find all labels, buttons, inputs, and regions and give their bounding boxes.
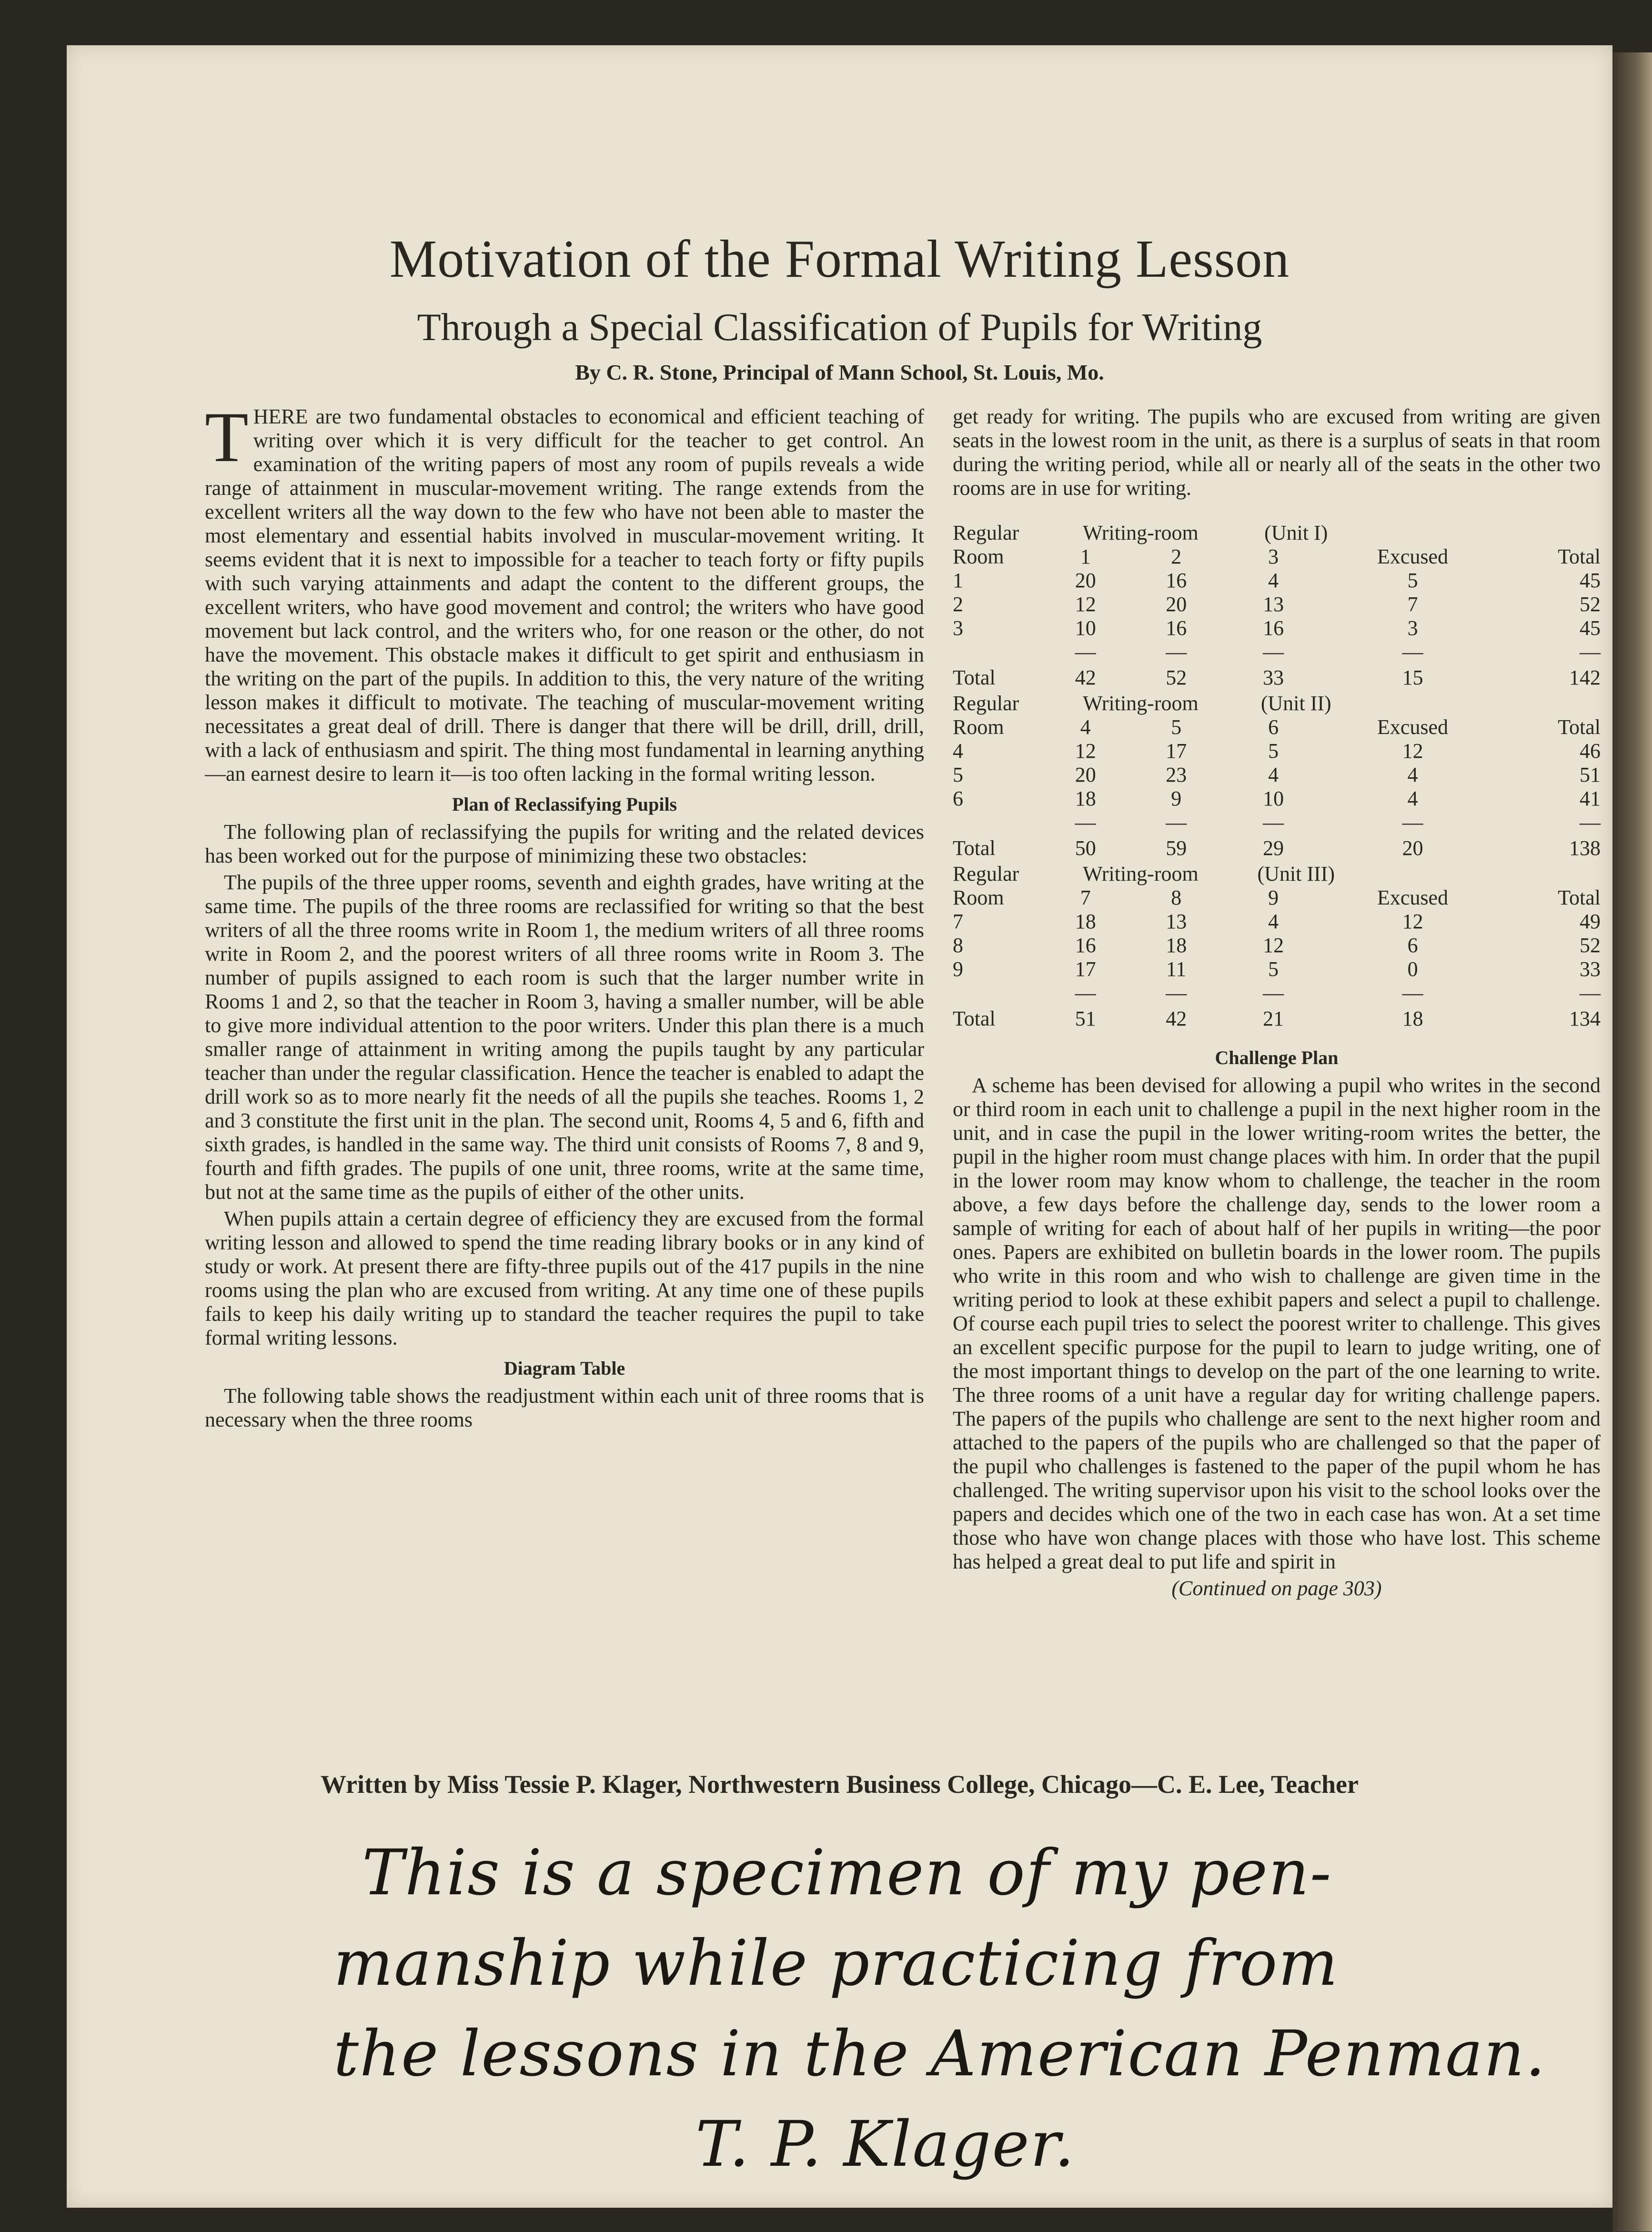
- writing-room-number: 3: [1268, 545, 1279, 568]
- blank-cell: [1316, 910, 1361, 934]
- unit-label: (Unit I): [1264, 521, 1328, 544]
- regular-room-number: 5: [953, 763, 963, 786]
- blank-cell: [1316, 811, 1361, 834]
- column-total: 42: [1075, 666, 1096, 689]
- article-subtitle: Through a Special Classification of Pupils for Writing: [417, 305, 1262, 349]
- plan-paragraph-1: The following plan of reclassifying the pupils for writing and the related devices has been worked out for the purpose of minimizing these two obstacles:: [205, 820, 924, 867]
- dash-rule: —: [1263, 640, 1284, 664]
- blank-cell: [1316, 545, 1361, 569]
- pupil-count: 10: [1075, 616, 1096, 640]
- total-label: Total: [953, 666, 996, 689]
- pupil-count: 17: [1166, 739, 1187, 763]
- pupil-count: 10: [1263, 787, 1284, 810]
- header-room: Room: [953, 715, 1004, 739]
- header-regular: Regular: [953, 692, 1019, 715]
- pupil-count: 16: [1166, 569, 1187, 592]
- header-writing-room: Writing-room: [1083, 692, 1199, 715]
- dash-rule: —: [1580, 640, 1601, 664]
- writing-room-number: 1: [1080, 545, 1091, 568]
- regular-room-number: 7: [953, 910, 963, 933]
- unit-label: (Unit II): [1260, 692, 1331, 715]
- challenge-paragraph: A scheme has been devised for allowing a pupil who writes in the second or third room in each unit to challenge a pupil in the next higher room in the unit, and in case the pupil in the lower writing-room writes the better, the pupil in the higher room must change places with him. In order that the pupil in the lower room may know whom to challenge, the teacher in the room above, a few days before the challenge day, sends to the lower room a sample of writing for each of about half of her pupils in writing—the poor ones. Papers are exhibited on bulletin boards in the lower room. The pupils who write in this room and who wish to challenge are given time in the writing period to look at these exhibit papers and select a pupil to challenge. Of course each pupil tries to select the poorest writer to challenge. This gives an excellent specific purpose for the pupil to learn to judge writing, one of the most important things to develop on the part of the one learning to write. The three rooms of a unit have a regular day for writing challenge papers. The papers of the pupils who challenge are sent to the next higher room and attached to the papers of the pupils who are challenged so that the paper of the pupil who challenges is fastened to the paper of the pupil whom he has challenged. The writing supervisor upon his visit to the school looks over the papers and decides which one of the two in each case has won. At a set time those who have won change places with those who have lost. This scheme has helped a great deal to put life and spirit in: [953, 1074, 1601, 1573]
- blank-cell: [1316, 569, 1361, 593]
- blank-cell: [1316, 763, 1361, 787]
- writing-room-number: 2: [1171, 545, 1182, 568]
- pupil-count: 12: [1075, 593, 1096, 616]
- excused-count: 3: [1407, 616, 1418, 640]
- right-column: [953, 405, 1601, 1600]
- blank-cell: [1316, 934, 1361, 957]
- pupil-count: 4: [1268, 763, 1279, 786]
- header-room: Room: [953, 545, 1004, 568]
- column-total: 51: [1075, 1007, 1096, 1030]
- pupil-count: 18: [1166, 934, 1187, 957]
- pupil-count: 5: [1268, 957, 1279, 981]
- dash-rule: —: [1580, 811, 1601, 834]
- dash-rule: —: [1263, 981, 1284, 1005]
- excused-total: 15: [1402, 666, 1423, 689]
- blank-cell: [953, 811, 1050, 834]
- excused-count: 4: [1407, 763, 1418, 786]
- pupil-count: 20: [1075, 763, 1096, 786]
- table-row: [953, 593, 1601, 616]
- pupil-count: 4: [1268, 910, 1279, 933]
- pupil-count: 11: [1166, 957, 1187, 981]
- regular-room-number: 2: [953, 593, 963, 616]
- table-row: [953, 957, 1601, 981]
- table-row: [953, 739, 1601, 763]
- rule-row: [953, 981, 1601, 1005]
- blank-cell: [1316, 664, 1361, 690]
- column-total: 29: [1263, 836, 1284, 860]
- excused-count: 7: [1407, 593, 1418, 616]
- pupil-count: 20: [1075, 569, 1096, 592]
- handwritten-signature: T. P. Klager.: [695, 2108, 1076, 2181]
- dash-rule: —: [1075, 640, 1096, 664]
- blank-cell: [1316, 981, 1361, 1005]
- unit-column-row: [953, 715, 1601, 739]
- column-total: 50: [1075, 836, 1096, 860]
- pupil-count: 18: [1075, 910, 1096, 933]
- header-room: Room: [953, 886, 1004, 909]
- header-total: Total: [1558, 715, 1601, 739]
- excused-count: 4: [1407, 787, 1418, 810]
- specimen-credit: Written by Miss Tessie P. Klager, Northwestern Business College, Chicago—C. E. Lee, Teacher: [321, 1770, 1359, 1799]
- table-row: [953, 934, 1601, 957]
- intro-paragraph: [205, 398, 924, 786]
- blank-cell: [1316, 957, 1361, 981]
- writing-room-number: 5: [1171, 715, 1182, 739]
- grand-total: 134: [1569, 1007, 1601, 1030]
- blank-cell: [1464, 860, 1601, 886]
- regular-room-number: 8: [953, 934, 963, 957]
- table-row: [953, 910, 1601, 934]
- column-total: 42: [1166, 1007, 1187, 1030]
- header-regular: Regular: [953, 862, 1019, 885]
- blank-cell: [1316, 640, 1361, 664]
- rule-row: [953, 811, 1601, 834]
- unit-header-row: [953, 860, 1601, 886]
- blank-cell: [1316, 616, 1361, 640]
- row-total: 52: [1580, 593, 1601, 616]
- excused-total: 18: [1402, 1007, 1423, 1030]
- writing-room-number: 4: [1080, 715, 1091, 739]
- handwriting-line-1: This is a specimen of my pen-: [362, 1836, 1332, 1910]
- blank-cell: [1316, 787, 1361, 811]
- blank-cell: [1316, 593, 1361, 616]
- pupil-count: 20: [1166, 593, 1187, 616]
- header-excused: Excused: [1377, 545, 1449, 568]
- writing-room-number: 6: [1268, 715, 1279, 739]
- excused-count: 5: [1407, 569, 1418, 592]
- pupil-count: 16: [1166, 616, 1187, 640]
- pupil-count: 12: [1263, 934, 1284, 957]
- total-label: Total: [953, 836, 996, 860]
- blank-cell: [1316, 715, 1361, 739]
- grand-total: 142: [1569, 666, 1601, 689]
- article-byline: By C. R. Stone, Principal of Mann School, St. Louis, Mo.: [575, 360, 1104, 384]
- rule-row: [953, 640, 1601, 664]
- dash-rule: —: [1580, 981, 1601, 1005]
- dash-rule: —: [1166, 811, 1187, 834]
- intro-text: HERE are two fundamental obstacles to economical and efficient teaching of writing over which it is very difficult for the teacher to get control. An examination of the writing papers of most any room of pupils reveals a wide range of attainment in muscular-movement writing. The range extends from the excellent writers all the way down to the few who have not been able to master the most elementary and essential habits involved in muscular-movement writing. It seems evident that it is next to impossible for a teacher to teach forty or fifty pupils with such varying attainments and adapt the content to the different groups, the excellent writers, who have good movement and control; the writers who have good movement but lack control, and the writers who, for one reason or the other, do not have the movement. This obstacle makes it difficult to get spirit and enthusiasm in the writing on the part of the pupils. In addition to this, the very nature of the writing lesson makes it difficult to motivate. The teaching of muscular-movement writing necessitates a great deal of drill. There is danger that there will be drill, drill, drill, with a lack of enthusiasm and spirit. The thing most fundamental in learning anything —an earnest desire to learn it—is too often lacking in the formal writing lesson.: [205, 405, 924, 785]
- plan-heading: Plan of Reclassifying Pupils: [452, 794, 677, 815]
- header-writing-room: Writing-room: [1083, 862, 1199, 885]
- row-total: 52: [1580, 934, 1601, 957]
- unit-column-row: [953, 545, 1601, 569]
- plan-paragraph-2: The pupils of the three upper rooms, seventh and eighth grades, have writing at the same time. The pupils of the three rooms are reclassified for writing so that the best writers of all the three rooms write in Room 1, the medium writers of all three rooms write in Room 2, and the poorest writers of all three rooms write in Room 3. The number of pupils assigned to each room is such that the larger number write in Rooms 1 and 2, so that the teacher in Room 3, having a smaller number, will be able to give more individual attention to the poor writers. Under this plan there is a much smaller range of attainment in writing among the pupils taught by any particular teacher than under the regular classification. Hence the teacher is enabled to adapt the drill work so as to more nearly fit the needs of all the pupils she teaches. Rooms 1, 2 and 3 constitute the first unit in the plan. The second unit, Rooms 4, 5 and 6, fifth and sixth grades, is handled in the same way. The third unit consists of Rooms 7, 8 and 9, fourth and fifth grades. The pupils of one unit, three rooms, write at the same time, but not at the same time as the pupils of either of the other units.: [205, 871, 924, 1204]
- unit-column-row: [953, 886, 1601, 910]
- blank-cell: [953, 640, 1050, 664]
- header-regular: Regular: [953, 521, 1019, 544]
- row-total: 45: [1580, 569, 1601, 592]
- writing-room-number: 9: [1268, 886, 1279, 909]
- total-label: Total: [953, 1007, 996, 1030]
- column-total: 59: [1166, 836, 1187, 860]
- diagram-paragraph: The following table shows the readjustment within each unit of three rooms that is necessary when the three rooms: [205, 1384, 924, 1431]
- diagram-heading: Diagram Table: [504, 1357, 625, 1379]
- dash-rule: —: [1402, 981, 1423, 1005]
- blank-cell: [953, 981, 1050, 1005]
- excused-count: 12: [1402, 910, 1423, 933]
- excused-count: 0: [1407, 957, 1418, 981]
- regular-room-number: 4: [953, 739, 963, 763]
- pupil-count: 9: [1171, 787, 1182, 810]
- book-spine: [1612, 52, 1652, 2232]
- excused-total: 20: [1402, 836, 1423, 860]
- article-title: Motivation of the Formal Writing Lesson: [389, 230, 1290, 289]
- regular-room-number: 1: [953, 569, 963, 592]
- column-total: 21: [1263, 1007, 1284, 1030]
- pupil-count: 5: [1268, 739, 1279, 763]
- diagram-table: [953, 519, 1601, 1031]
- handwriting-line-3: the lessons in the American Penman.: [333, 2017, 1546, 2091]
- unit-header-row: [953, 519, 1601, 545]
- pupil-count: 13: [1166, 910, 1187, 933]
- dash-rule: —: [1075, 981, 1096, 1005]
- page-number: 298: [824, 2208, 856, 2232]
- writing-room-number: 8: [1171, 886, 1182, 909]
- blank-cell: [1316, 739, 1361, 763]
- continued-paragraph: get ready for writing. The pupils who are excused from writing are given seats in the lowest room in the unit, as there is a surplus of seats in that room during the writing period, while all or nearly all of the seats in the other two rooms are in use for writing.: [953, 405, 1601, 500]
- blank-cell: [1464, 690, 1601, 715]
- regular-room-number: 3: [953, 616, 963, 640]
- row-total: 33: [1580, 957, 1601, 981]
- regular-room-number: 9: [953, 957, 963, 981]
- handwriting-line-2: manship while practicing from: [333, 1927, 1339, 2000]
- column-total: 33: [1263, 666, 1284, 689]
- dash-rule: —: [1402, 811, 1423, 834]
- blank-cell: [1316, 834, 1361, 860]
- header-excused: Excused: [1377, 886, 1449, 909]
- header-writing-room: Writing-room: [1083, 521, 1199, 544]
- pupil-count: 23: [1166, 763, 1187, 786]
- dash-rule: —: [1075, 811, 1096, 834]
- row-total: 49: [1580, 910, 1601, 933]
- pupil-count: 18: [1075, 787, 1096, 810]
- blank-cell: [1316, 1005, 1361, 1031]
- dash-rule: —: [1166, 640, 1187, 664]
- totals-row: [953, 834, 1601, 860]
- grand-total: 138: [1569, 836, 1601, 860]
- magazine-page: [67, 45, 1612, 2232]
- regular-room-number: 6: [953, 787, 963, 810]
- blank-cell: [1361, 860, 1465, 886]
- excused-count: 6: [1407, 934, 1418, 957]
- header-total: Total: [1558, 545, 1601, 568]
- pupil-count: 13: [1263, 593, 1284, 616]
- dash-rule: —: [1402, 640, 1423, 664]
- drop-cap: T: [205, 398, 249, 477]
- blank-cell: [1361, 690, 1465, 715]
- blank-cell: [1361, 519, 1465, 545]
- row-total: 51: [1580, 763, 1601, 786]
- table-row: [953, 569, 1601, 593]
- pupil-count: 12: [1075, 739, 1096, 763]
- header-total: Total: [1558, 886, 1601, 909]
- excused-count: 12: [1402, 739, 1423, 763]
- totals-row: [953, 664, 1601, 690]
- pupil-count: 4: [1268, 569, 1279, 592]
- header-excused: Excused: [1377, 715, 1449, 739]
- table-row: [953, 763, 1601, 787]
- column-total: 52: [1166, 666, 1187, 689]
- challenge-heading: Challenge Plan: [1215, 1047, 1339, 1068]
- blank-cell: [1464, 519, 1601, 545]
- continued-note: (Continued on page 303): [1171, 1577, 1382, 1600]
- totals-row: [953, 1005, 1601, 1031]
- blank-cell: [1316, 886, 1361, 910]
- pupil-count: 16: [1075, 934, 1096, 957]
- pupil-count: 16: [1263, 616, 1284, 640]
- pupil-count: 17: [1075, 957, 1096, 981]
- row-total: 45: [1580, 616, 1601, 640]
- left-column: [205, 398, 924, 1435]
- dash-rule: —: [1166, 981, 1187, 1005]
- row-total: 41: [1580, 787, 1601, 810]
- table-row: [953, 787, 1601, 811]
- unit-label: (Unit III): [1257, 862, 1335, 885]
- plan-paragraph-3: When pupils attain a certain degree of efficiency they are excused from the formal writing lesson and allowed to spend the time reading library books or in any kind of study or work. At present there are fifty-three pupils out of the 417 pupils in the nine rooms using the plan who are excused from writing. At any time one of these pupils fails to keep his daily writing up to standard the teacher requires the pupil to take formal writing lessons.: [205, 1207, 924, 1349]
- unit-header-row: [953, 690, 1601, 715]
- table-row: [953, 616, 1601, 640]
- dash-rule: —: [1263, 811, 1284, 834]
- writing-room-number: 7: [1080, 886, 1091, 909]
- row-total: 46: [1580, 739, 1601, 763]
